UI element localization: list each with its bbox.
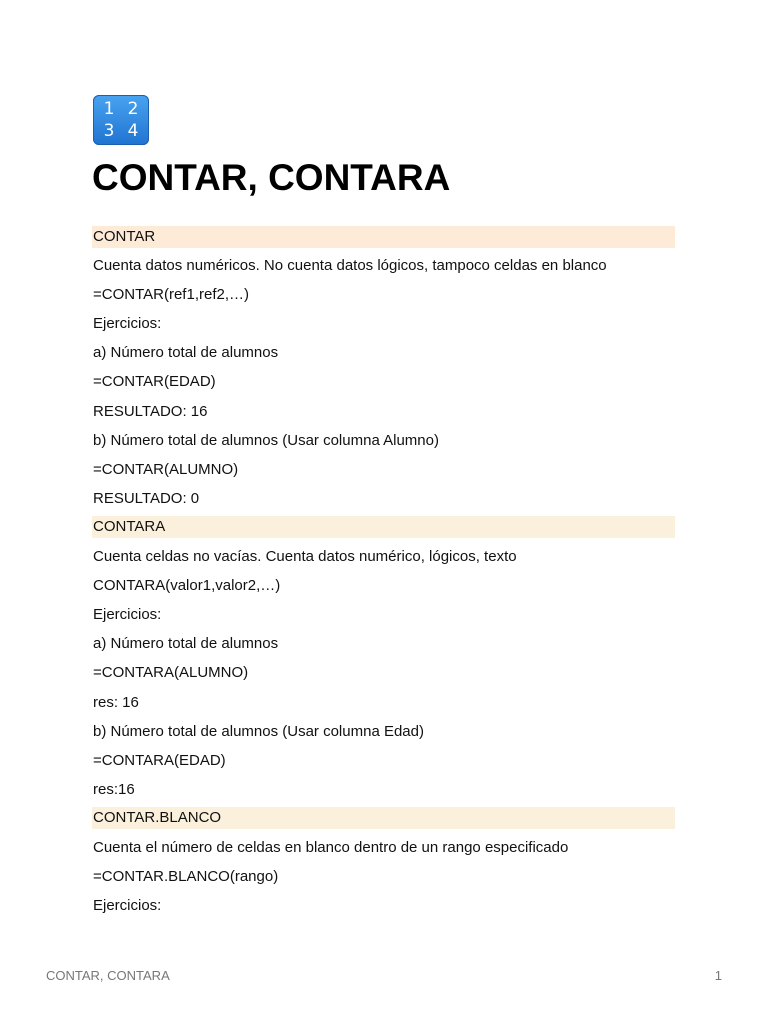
input-numbers-icon xyxy=(93,95,149,145)
paragraph: Ejercicios: xyxy=(93,315,162,333)
paragraph: b) Número total de alumnos (Usar columna Alumno) xyxy=(93,431,439,449)
paragraph: a) Número total de alumnos xyxy=(93,344,279,362)
icon-digit: 1 xyxy=(103,98,115,119)
paragraph: Ejercicios: xyxy=(93,897,162,915)
paragraph: Cuenta datos numéricos. No cuenta datos lógicos, tampoco celdas en blanco xyxy=(93,257,607,275)
formula-text: =CONTAR(ALUMNO) xyxy=(93,460,239,478)
result-text: RESULTADO: 16 xyxy=(93,402,208,420)
formula-text: =CONTARA(EDAD) xyxy=(93,751,226,769)
formula-text: =CONTARA(ALUMNO) xyxy=(93,664,249,682)
result-text: RESULTADO: 0 xyxy=(93,489,200,507)
formula-text: CONTARA(valor1,valor2,…) xyxy=(93,577,281,595)
paragraph: a) Número total de alumnos xyxy=(93,635,279,653)
formula-text: =CONTAR(EDAD) xyxy=(93,373,216,391)
icon-digit: 3 xyxy=(103,120,115,141)
footer-title: CONTAR, CONTARA xyxy=(46,968,170,983)
formula-text: =CONTAR.BLANCO(rango) xyxy=(93,868,279,886)
result-text: res: 16 xyxy=(93,693,139,711)
section-heading: CONTAR xyxy=(92,226,675,248)
formula-text: =CONTAR(ref1,ref2,…) xyxy=(93,286,249,304)
page-title: CONTAR, CONTARA xyxy=(92,157,451,198)
section-heading: CONTAR.BLANCO xyxy=(92,807,675,829)
section-header-contara xyxy=(92,513,675,542)
paragraph: Cuenta el número de celdas en blanco dentro de un rango especificado xyxy=(93,838,569,856)
paragraph: Ejercicios: xyxy=(93,606,162,624)
document-body xyxy=(92,222,675,920)
icon-digit: 4 xyxy=(127,120,139,141)
page-number: 1 xyxy=(714,968,722,983)
icon-digit: 2 xyxy=(127,98,139,119)
paragraph: b) Número total de alumnos (Usar columna Edad) xyxy=(93,722,424,740)
section-header-contar-blanco xyxy=(92,804,675,833)
section-header-contar xyxy=(92,222,675,251)
result-text: res:16 xyxy=(93,780,135,798)
section-heading: CONTARA xyxy=(92,516,675,538)
paragraph: Cuenta celdas no vacías. Cuenta datos numérico, lógicos, texto xyxy=(93,548,517,566)
